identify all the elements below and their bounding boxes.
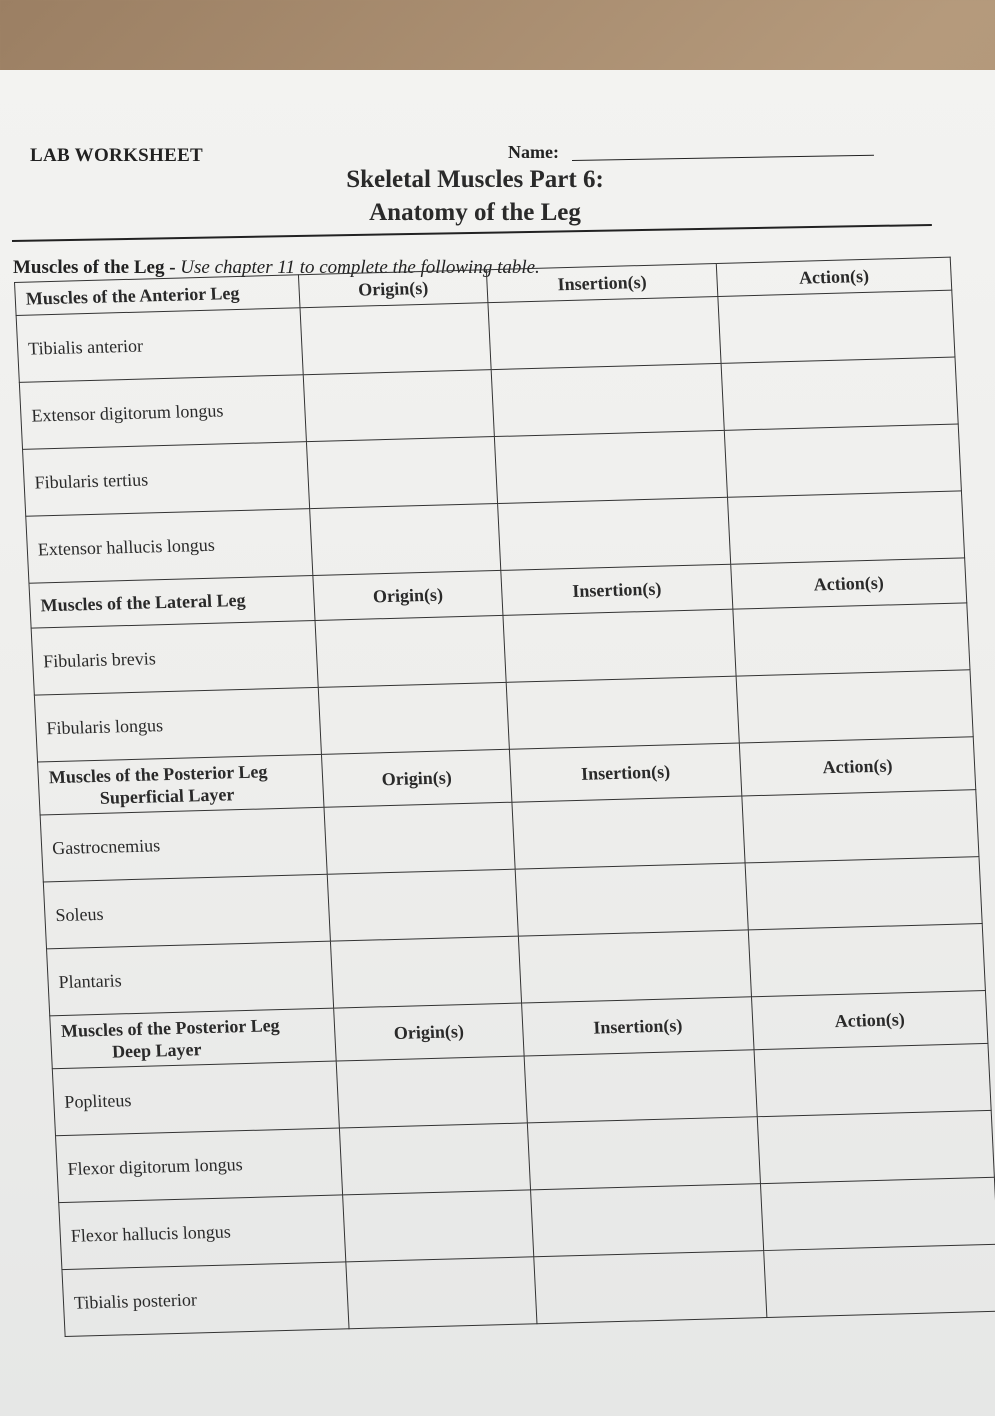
origin-cell[interactable] [306,437,497,509]
origin-header: Origin(s) [298,270,488,308]
origin-cell[interactable] [343,1190,534,1262]
section-title-line: Muscles of the Posterior Leg [48,761,268,788]
origin-cell[interactable] [330,936,521,1008]
muscle-name: Plantaris [47,941,334,1016]
insertion-header: Insertion(s) [522,997,754,1056]
action-cell[interactable] [754,1043,991,1116]
origin-cell[interactable] [303,370,494,442]
muscle-name: Fibularis longus [34,687,321,762]
section-title [50,1008,336,1069]
muscle-name: Tibialis anterior [16,308,303,383]
action-header: Action(s) [739,737,975,796]
insertion-cell[interactable] [527,1117,760,1190]
section-title: Muscles of the Anterior Leg [15,275,300,316]
insertion-header: Insertion(s) [501,564,733,615]
insertion-cell[interactable] [524,1050,757,1123]
action-cell[interactable] [718,290,955,363]
insertion-cell[interactable] [534,1251,767,1324]
origin-cell[interactable] [324,802,515,874]
action-cell[interactable] [721,357,958,430]
insertion-cell[interactable] [531,1184,764,1257]
action-cell[interactable] [760,1177,995,1250]
muscle-name: Fibularis tertius [23,442,310,517]
origin-header: Origin(s) [334,1003,524,1061]
muscle-name: Flexor hallucis longus [59,1195,346,1270]
muscle-name: Flexor digitorum longus [56,1128,343,1203]
section-title: Muscles of the Lateral Leg [29,576,315,629]
insertion-cell[interactable] [515,863,748,936]
origin-cell[interactable] [310,504,501,576]
origin-cell[interactable] [300,303,491,375]
origin-cell[interactable] [346,1257,537,1329]
muscle-name: Soleus [43,874,330,949]
section-subtitle: Deep Layer [111,1039,202,1062]
action-cell[interactable] [724,424,961,497]
action-cell[interactable] [733,603,970,676]
origin-cell[interactable] [336,1056,527,1128]
action-header: Action(s) [731,558,967,609]
insertion-cell[interactable] [506,676,739,749]
origin-cell[interactable] [318,682,509,754]
muscle-name: Extensor hallucis longus [26,509,313,584]
section-subtitle: Superficial Layer [99,784,235,808]
muscle-name: Extensor digitorum longus [19,375,306,450]
action-cell[interactable] [748,924,985,997]
muscle-table-wrapper [14,257,995,1337]
origin-header: Origin(s) [321,749,511,807]
worksheet-title: Skeletal Muscles Part 6: [346,166,604,193]
insertion-cell[interactable] [512,796,745,869]
origin-cell[interactable] [315,615,506,687]
action-header: Action(s) [716,257,951,296]
origin-header: Origin(s) [313,570,503,620]
worksheet-subtitle: Anatomy of the Leg [369,199,581,226]
action-cell[interactable] [757,1110,994,1183]
origin-cell[interactable] [339,1123,530,1195]
caption-instruction: Use chapter 11 to complete the following table. [180,257,540,278]
origin-cell[interactable] [327,869,518,941]
action-cell[interactable] [745,857,982,930]
worksheet-label: LAB WORKSHEET [30,145,204,166]
insertion-header: Insertion(s) [486,263,717,302]
name-label: Name: [508,142,559,162]
section-title-line: Muscles of the Posterior Leg [60,1015,281,1041]
action-header: Action(s) [751,990,987,1049]
caption-heading: Muscles of the Leg - [13,257,176,278]
muscle-name: Fibularis brevis [31,620,318,695]
insertion-cell[interactable] [518,930,751,1003]
muscle-table [14,257,995,1337]
action-cell[interactable] [764,1244,995,1317]
action-cell[interactable] [742,790,979,863]
section-title [38,754,324,815]
insertion-cell[interactable] [494,430,727,503]
action-cell[interactable] [736,670,973,743]
insertion-cell[interactable] [503,609,736,682]
muscle-name: Tibialis posterior [62,1262,349,1337]
insertion-cell[interactable] [491,363,724,436]
insertion-cell[interactable] [488,296,721,369]
action-cell[interactable] [727,491,964,564]
insertion-header: Insertion(s) [509,743,741,802]
muscle-name: Gastrocnemius [40,807,327,882]
muscle-name: Popliteus [52,1061,339,1136]
insertion-cell[interactable] [498,497,731,570]
